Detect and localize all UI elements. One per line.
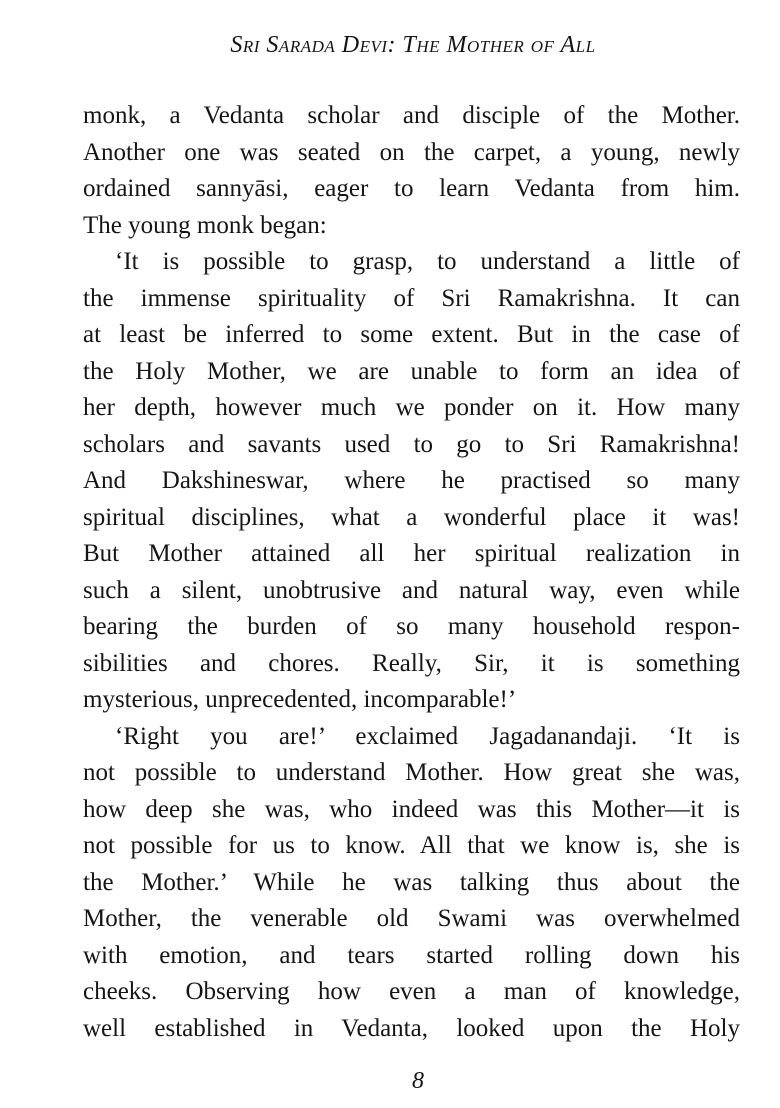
text-line: well established in Vedanta, looked upon the Holy [83, 1014, 740, 1042]
text-line: But Mother attained all her spiritual realization in [83, 540, 740, 567]
text-line: ‘Right you are!’ exclaimed Jagadanandaji. ‘It is [115, 722, 740, 750]
text-line: ‘It is possible to grasp, to understand a little of [115, 248, 740, 275]
text-line: the Mother.’ While he was talking thus about the [83, 868, 740, 896]
text-line: And Dakshineswar, where he practised so many [83, 467, 740, 494]
text-line: spiritual disciplines, what a wonderful place it was! [83, 503, 740, 531]
text-line: scholars and savants used to go to Sri Ramakrishna! [83, 430, 740, 458]
text-line: not possible for us to know. All that we know is, she is [83, 832, 740, 859]
running-head: Sri Sarada Devi: The Mother of All [230, 32, 596, 58]
text-line: her depth, however much we ponder on it. How many [83, 394, 740, 421]
text-line: Another one was seated on the carpet, a young, newly [83, 138, 740, 166]
text-line: with emotion, and tears started rolling down his [83, 941, 740, 969]
text-line: bearing the burden of so many household respon- [83, 613, 740, 640]
text-line: monk, a Vedanta scholar and disciple of the Mother. [83, 102, 740, 129]
text-line: at least be inferred to some extent. But in the case of [83, 321, 740, 348]
text-line: the Holy Mother, we are unable to form an idea of [83, 357, 740, 385]
text-line: The young monk began: [83, 211, 327, 239]
page-number: 8 [412, 1068, 424, 1094]
text-line: cheeks. Observing how even a man of knowledge, [83, 978, 740, 1005]
text-line: sibilities and chores. Really, Sir, it is something [83, 649, 740, 677]
text-line: the immense spirituality of Sri Ramakrishna. It can [83, 284, 740, 312]
text-line: such a silent, unobtrusive and natural way, even while [83, 576, 740, 604]
text-line: ordained sannyāsi, eager to learn Vedanta from him. [83, 175, 740, 202]
text-line: mysterious, unprecedented, incomparable!’ [83, 686, 517, 713]
text-line: Mother, the venerable old Swami was overwhelmed [83, 905, 740, 932]
text-line: how deep she was, who indeed was this Mother—it is [83, 795, 740, 823]
body-text [83, 98, 740, 1047]
text-line: not possible to understand Mother. How great she was, [83, 759, 740, 786]
